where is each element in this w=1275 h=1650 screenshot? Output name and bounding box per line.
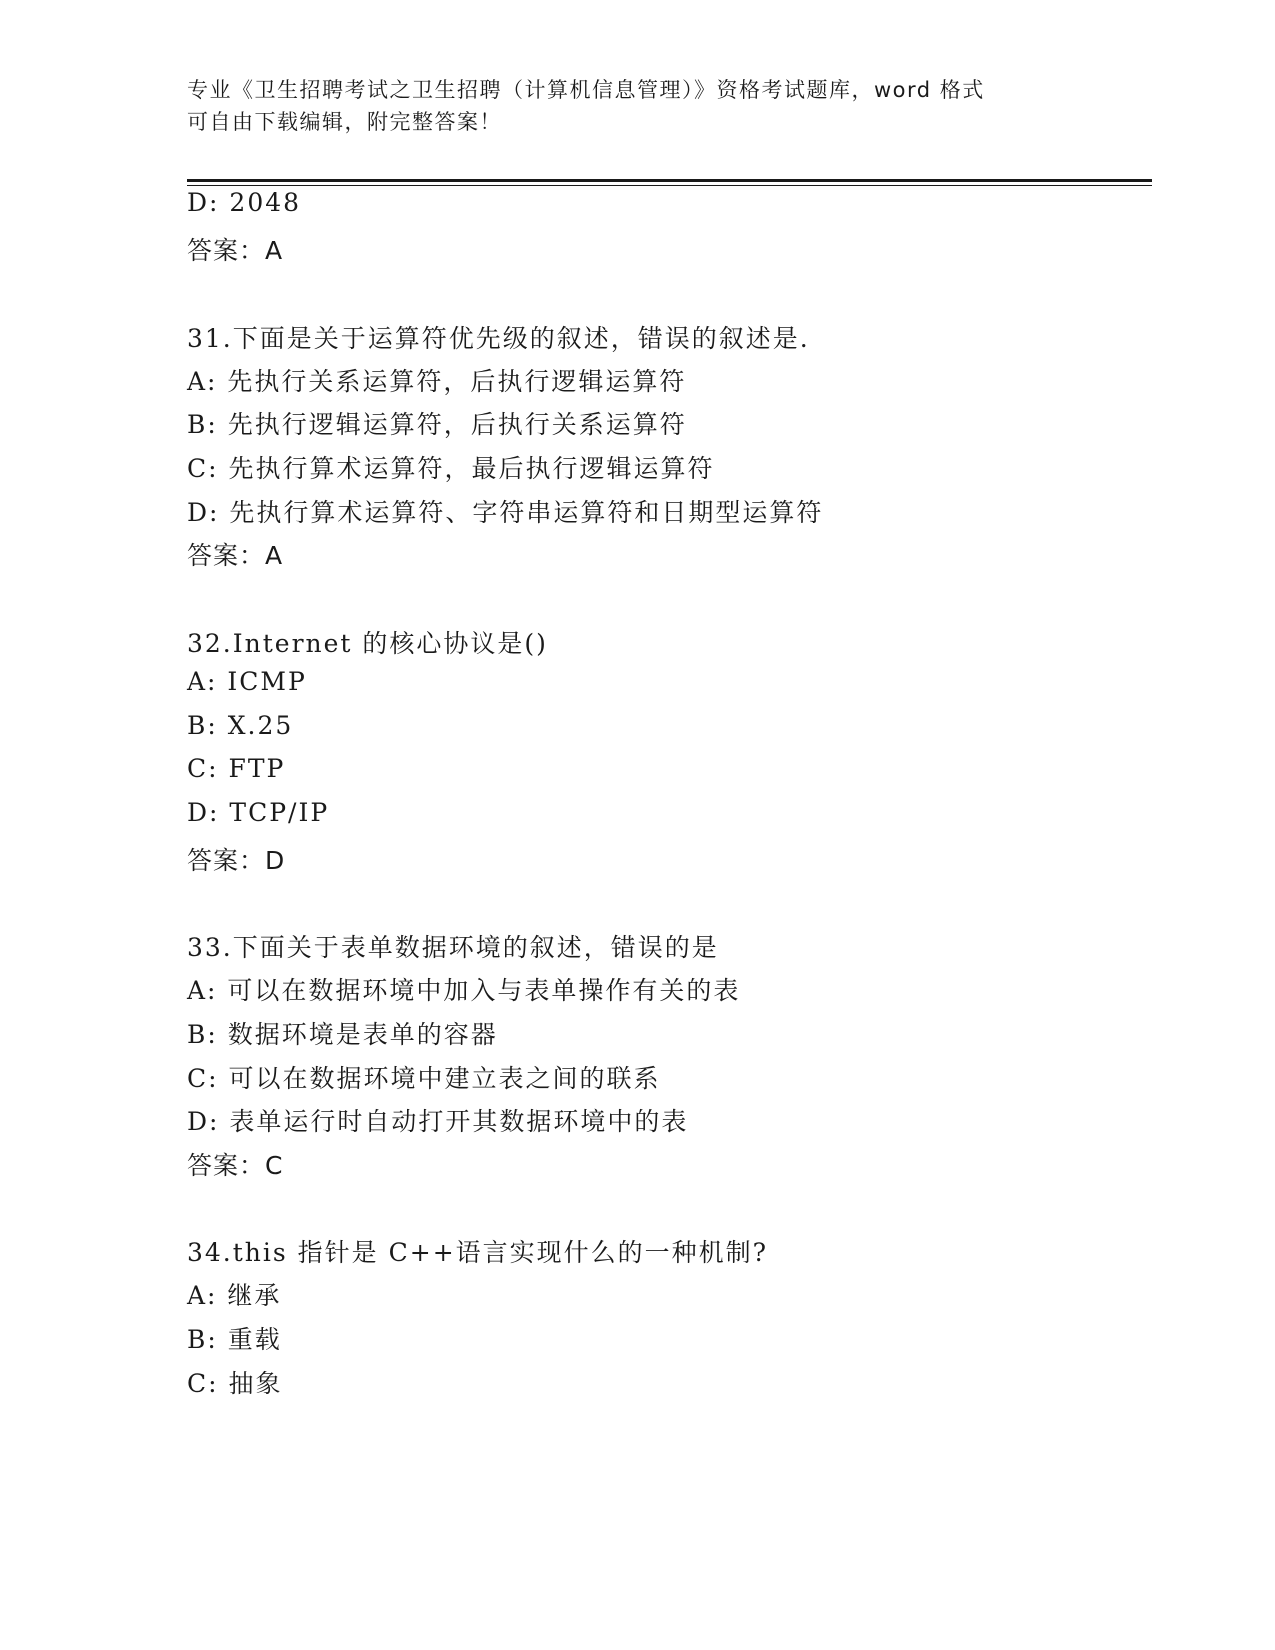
question-31-option-c: C: 先执行算术运算符，最后执行逻辑运算符 (187, 454, 715, 483)
question-31-option-a: A: 先执行关系运算符，后执行逻辑运算符 (187, 367, 687, 396)
question-33-option-a: A: 可以在数据环境中加入与表单操作有关的表 (187, 976, 741, 1005)
question-32-option-c: C: FTP (187, 754, 286, 783)
question-31-option-b: B: 先执行逻辑运算符，后执行关系运算符 (187, 410, 687, 439)
prev-option-d: D: 2048 (187, 188, 302, 217)
question-32-text: 32.Internet 的核心协议是() (187, 629, 548, 658)
question-32-answer: 答案：D (187, 846, 286, 875)
question-33-answer: 答案：C (187, 1151, 284, 1180)
question-33-option-c: C: 可以在数据环境中建立表之间的联系 (187, 1064, 661, 1093)
question-31-option-d: D: 先执行算术运算符、字符串运算符和日期型运算符 (187, 498, 824, 527)
question-34-text: 34.this 指针是 C++语言实现什么的一种机制? (187, 1238, 769, 1267)
question-33-option-b: B: 数据环境是表单的容器 (187, 1020, 498, 1049)
prev-answer: 答案：A (187, 236, 284, 265)
question-34-option-b: B: 重载 (187, 1325, 282, 1354)
question-33-option-d: D: 表单运行时自动打开其数据环境中的表 (187, 1107, 689, 1136)
question-34-option-c: C: 抽象 (187, 1369, 283, 1398)
header-divider-thin (187, 185, 1152, 186)
question-31-answer: 答案：A (187, 541, 284, 570)
question-32-option-d: D: TCP/IP (187, 798, 330, 827)
document-header (187, 74, 1087, 138)
question-34-option-a: A: 继承 (187, 1281, 282, 1310)
question-31-text: 31.下面是关于运算符优先级的叙述，错误的叙述是. (187, 324, 810, 353)
question-32-option-a: A: ICMP (187, 667, 307, 696)
question-33-text: 33.下面关于表单数据环境的叙述，错误的是 (187, 933, 719, 962)
header-line-1: 专业《卫生招聘考试之卫生招聘（计算机信息管理）》资格考试题库，word 格式 (187, 78, 985, 102)
header-divider-thick (187, 179, 1152, 182)
question-32-option-b: B: X.25 (187, 711, 294, 740)
header-line-2: 可自由下载编辑，附完整答案！ (187, 110, 502, 134)
